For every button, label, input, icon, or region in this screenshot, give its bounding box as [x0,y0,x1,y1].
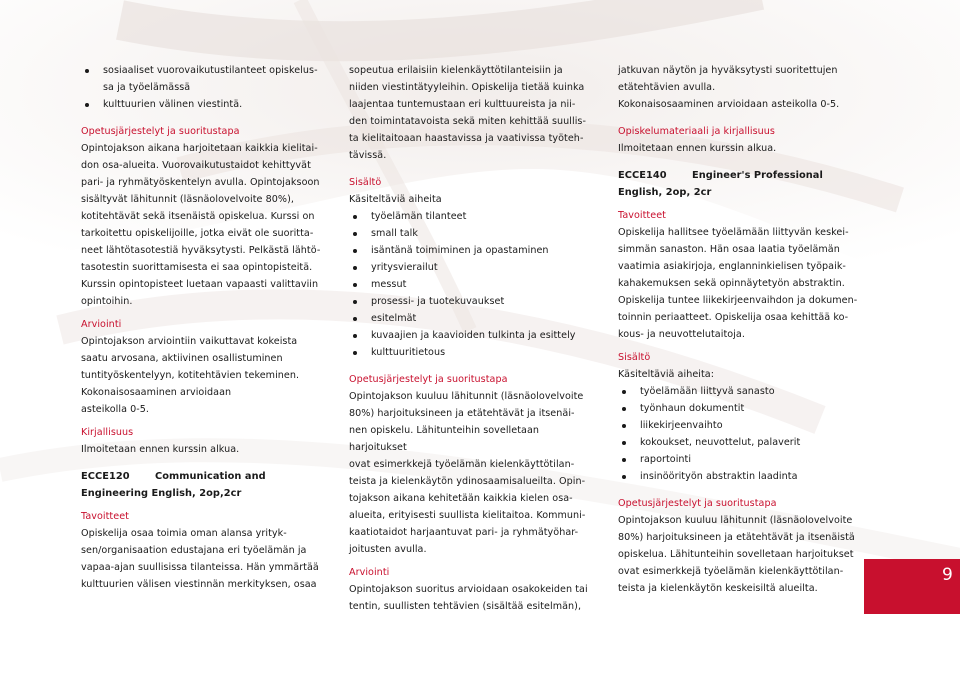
column-3 [618,62,864,597]
list-item: työelämän tilanteet [349,208,589,225]
list-item: insinöörityön abstraktin laadinta [618,468,864,485]
course-code: ECCE120 [81,471,130,482]
section-text-materiaali: Ilmoitetaan ennen kurssin alkua. [618,143,777,154]
list-item: sosiaaliset vuorovaikutustilanteet opiskelus- sa ja työelämässä [81,62,321,96]
section-text-tavoitteet: Opiskelija osaa toimia oman alansa yrityk- sen/organisaation edustajana eri työelämän ja vapaa-ajan suullisissa tilanteissa. Hän ymmärtää kulttuurien välisen viestinnän merkityksen, osaa [81,528,319,590]
list-item: työelämään liittyvä sanasto [618,383,864,400]
list-item: liikekirjeenvaihto [618,417,864,434]
section-text-toteutus: Opintojakson aikana harjoitetaan kaikkia kielitai- don osa-alueita. Vuorovaikutustaidot kehittyvät pari- ja ryhmätyöskentelyn avulla. Opintojaksoon sisältyvät lähitunnit (läsnäolovelvoite 80%), kotitehtävät sekä itsenäistä opiskelua. Kurssi on tarkoitettu opiskelijoille, jotka eivät ole suoritta- neet lähtötasotestiä hyväksytysti. Pelkästä lähtö- tasotestin suorittamisesta ei saa opintopisteitä. Kurssin opintopisteet luetaan vapaasti valittaviin opintoihin. [81,143,321,307]
page-number: 9 [942,565,953,585]
list-item: kokoukset, neuvottelut, palaverit [618,434,864,451]
section-text-sisalto: Käsiteltäviä aiheita: [618,369,715,380]
section-text-kirjallisuus: Ilmoitetaan ennen kurssin alkua. [81,444,240,455]
list-item: kulttuurien välinen viestintä. [81,96,321,113]
topics-list [349,208,589,361]
section-heading-tavoitteet: Tavoitteet [618,210,666,221]
section-text-toteutus: Opintojakson kuuluu lähitunnit (läsnäolovelvoite 80%) harjoituksineen ja etätehtävät ja itsenäi- nen opiskelu. Lähitunteihin sovelletaan harjoitukset ovat esimerkkejä työelämän kielenkäyttötilan- teista ja kielenkäytön ydinosaamisalueilta. Opin- tojakson aikana kehitetään kaikkia kielen osa- alueita, erityisesti suullista kielitaitoa. Kommuni- kaatiotaidot harjaantuvat pari- ja ryhmätyöhar- joitusten avulla. [349,391,586,555]
course-title [618,167,864,184]
course-name-line1: Engineer's Professional [692,170,823,181]
section-heading-kirjallisuus: Kirjallisuus [81,427,134,438]
list-item: työnhaun dokumentit [618,400,864,417]
section-text-tavoitteet: Opiskelija hallitsee työelämään liittyvän keskei- simmän sanaston. Hän osaa laatia työelämän vaatimia asiakirjoja, englanninkielisen työpaik- kahakemuksen sekä opinnäytetyön abstraktin. Opiskelija tuntee liikekirjeenvaihdon ja dokumen- toinnin periaatteet. Opiskelija osaa kehittää ko- kous- ja neuvottelutaitoja. [618,227,858,340]
course-name-line1: Communication and [155,471,266,482]
section-text-toteutus: Opintojakson kuuluu lähitunnit (läsnäolovelvoite 80%) harjoituksineen ja etätehtävät ja itsenäistä opiskelua. Lähitunteihin sovelletaan harjoitukset ovat esimerkkejä työelämän kielenkäyttötilan- teista ja kielenkäytön keskeisiltä alueilta. [618,515,855,594]
section-heading-toteutus: Opetusjärjestelyt ja suoritustapa [349,374,508,385]
section-heading-arviointi: Arviointi [81,319,122,330]
course-name-line2: Engineering English, 2op,2cr [81,488,242,499]
section-text-intro: jatkuvan näytön ja hyväksytysti suoritettujen etätehtävien avulla. Kokonaisosaaminen arvioidaan asteikolla 0-5. [618,65,840,110]
list-item: esitelmät [349,310,589,327]
intro-list [81,62,321,113]
section-text-arviointi: Opintojakson arviointiin vaikuttavat kokeista saatu arvosana, aktiivinen osallistuminen tuntityöskentelyyn, kotitehtävien tekeminen. Kokonaisosaaminen arvioidaan asteikolla 0-5. [81,336,300,415]
section-heading-sisalto: Sisältö [618,352,651,363]
list-item: kulttuuritietous [349,344,589,361]
list-item: yritysvierailut [349,259,589,276]
section-heading-materiaali: Opiskelumateriaali ja kirjallisuus [618,126,775,137]
section-heading-toteutus: Opetusjärjestelyt ja suoritustapa [81,126,240,137]
section-text-intro: sopeutua erilaisiin kielenkäyttötilanteisiin ja niiden viestintätyyleihin. Opiskelija tietää kuinka laajentaa tuntemustaan eri kulttuureista ja nii- den toimintatavoista sekä miten kehittää suullis- ta kielitaitoaan haastavissa ja vaativissa työteh- tävissä. [349,65,586,161]
list-item: isäntänä toimiminen ja opastaminen [349,242,589,259]
section-heading-sisalto: Sisältö [349,177,382,188]
course-name-line2: English, 2op, 2cr [618,187,712,198]
course-code: ECCE140 [618,170,667,181]
topics-list [618,383,864,485]
list-item: raportointi [618,451,864,468]
column-1 [81,62,321,593]
page-number-box [864,559,960,614]
course-title [81,468,321,485]
list-item: kuvaajien ja kaavioiden tulkinta ja esittely [349,327,589,344]
section-text-sisalto: Käsiteltäviä aiheita [349,194,442,205]
list-item: small talk [349,225,589,242]
section-text-arviointi: Opintojakson suoritus arvioidaan osakokeiden tai tentin, suullisten tehtävien (sisältää esitelmän), [349,584,588,612]
list-item: messut [349,276,589,293]
section-heading-tavoitteet: Tavoitteet [81,511,129,522]
list-item: prosessi- ja tuotekuvaukset [349,293,589,310]
section-heading-toteutus: Opetusjärjestelyt ja suoritustapa [618,498,777,509]
section-heading-arviointi: Arviointi [349,567,390,578]
column-2 [349,62,589,615]
